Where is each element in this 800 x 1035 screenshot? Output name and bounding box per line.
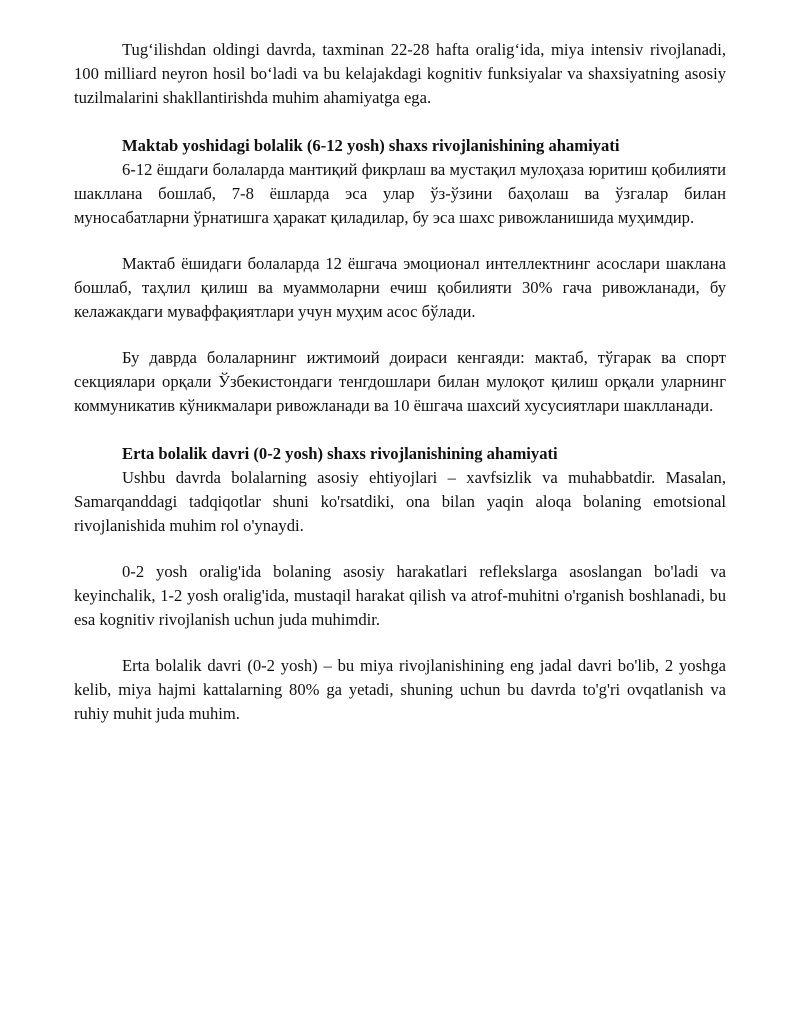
document-page [74, 38, 726, 726]
section-heading-school-age: Maktab yoshidagi bolalik (6-12 yosh) shaxs rivojlanishining ahamiyati [122, 136, 620, 155]
paragraph: 6-12 ёшдаги болаларда мантиқий фикрлаш ва мустақил мулоҳаза юритиш қобилияти шакллана бошлаб, 7-8 ёшларда эса улар ўз-ўзини баҳолаш ва ўзгалар билан муносабатларни ўрнатишга ҳаракат қиладилар, бу эса шахс ривожланишида муҳимдир. [74, 160, 726, 227]
section-heading-early-childhood: Erta bolalik davri (0-2 yosh) shaxs rivojlanishining ahamiyati [122, 444, 558, 463]
paragraph: Erta bolalik davri (0-2 yosh) – bu miya rivojlanishining eng jadal davri bo'lib, 2 yoshga kelib, miya hajmi kattalarning 80% ga yetadi, shuning uchun bu davrda to'g'ri ovqatlanish va ruhiy muhit juda muhim. [74, 656, 726, 723]
intro-paragraph: Tug‘ilishdan oldingi davrda, taxminan 22-28 hafta oralig‘ida, miya intensiv rivojlanadi, 100 milliard neyron hosil bo‘ladi va bu kelajakdagi kognitiv funksiyalar va shaxsiyatning asosiy tuzilmalarini shakllantirishda muhim ahamiyatga ega. [74, 40, 726, 107]
paragraph: 0-2 yosh oralig'ida bolaning asosiy harakatlari reflekslarga asoslangan bo'ladi va keyinchalik, 1-2 yosh oralig'ida, mustaqil harakat qilish va atrof-muhitni o'rganish boshlanadi, bu esa kognitiv rivojlanish uchun juda muhimdir. [74, 562, 726, 629]
paragraph: Мактаб ёшидаги болаларда 12 ёшгача эмоционал интеллектнинг асослари шаклана бошлаб, таҳлил қилиш ва муаммоларни ечиш қобилияти 30% гача ривожланади, бу келажакдаги муваффақиятлари учун муҳим асос бўлади. [74, 254, 726, 321]
paragraph: Бу даврда болаларнинг ижтимоий доираси кенгаяди: мактаб, тўгарак ва спорт секциялари орқали Ўзбекистондаги тенгдошлари билан мулоқот қилиш орқали уларнинг коммуникатив кўникмалари ривожланади ва 10 ёшгача шахсий хусусиятлари шаклланади. [74, 348, 726, 415]
paragraph: Ushbu davrda bolalarning asosiy ehtiyojlari – xavfsizlik va muhabbatdir. Masalan, Samarqanddagi tadqiqotlar shuni ko'rsatdiki, ona bilan yaqin aloqa bolaning emotsional rivojlanishida muhim rol o'ynaydi. [74, 468, 726, 535]
